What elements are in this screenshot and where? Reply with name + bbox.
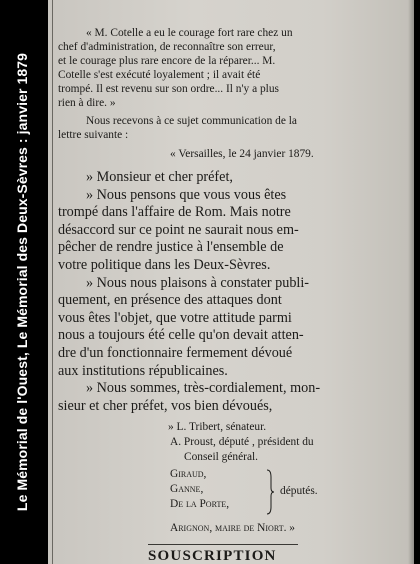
letter-line: désaccord sur ce point ne saurait nous em- [58,221,299,238]
letter-line: sieur et cher préfet, vos bien dévoués, [58,397,273,414]
signature-proust: A. Proust, député , président du [170,436,314,449]
letter-line: dre d'un fonctionnaire fermement dévoué [58,344,293,361]
signature-proust-cont: Conseil général. [184,451,259,464]
deputies-label: députés. [280,485,318,498]
paper-shadow [408,0,414,564]
deputies-group [58,467,404,521]
intro-paragraph [58,110,404,142]
quote-line: chef d'administration, de reconnaître son erreur, [58,41,276,53]
deputy-name: Ganne, [170,483,204,496]
next-section-heading: SOUSCRIPTION [148,548,277,564]
letter-line: quement, en présence des attaques dont [58,292,282,309]
deputy-name: Giraud, [170,468,207,481]
quote-line: et le courage plus rare encore de la réparer... M. [58,55,276,67]
newspaper-clipping [48,0,414,564]
letter-line: votre politique dans les Deux-Sèvres. [58,256,271,273]
brace-icon [266,469,274,515]
dateline: « Versailles, le 24 janvier 1879. [170,148,314,160]
quote-line: rien à dire. » [58,97,116,109]
source-caption: Le Mémorial de l'Ouest, Le Mémorial des Deux-Sèvres : janvier 1879 [14,52,30,512]
intro-line: lettre suivante : [58,129,129,141]
signature-tribert [58,420,404,435]
signatures [58,415,404,536]
letter-line: nous a toujours été celle qu'on devait atten- [58,327,304,344]
article-body [58,0,404,536]
letter-line: » Nous pensons que vous vous êtes [86,186,287,203]
salutation: » Monsieur et cher préfet, [86,169,233,185]
side-caption-band [0,0,44,564]
letter-line: vous êtes l'objet, que votre attitude parmi [58,309,292,326]
section-divider [148,544,298,545]
column-rule [52,0,53,564]
signature-tribert-text: » L. Tribert, sénateur. [168,421,267,434]
deputy-name: De la Porte, [170,498,230,511]
letter-body [58,161,404,415]
letter-line: » Nous nous plaisons à constater publi- [86,274,310,291]
intro-line: Nous recevons à ce sujet communication de la [86,115,297,127]
letter-line: aux institutions républicaines. [58,362,228,379]
deputies-names [170,467,229,512]
quote-line: « M. Cotelle a eu le courage fort rare chez un [86,27,293,39]
signature-arignon: Arignon, maire de Niort. » [170,522,295,535]
letter-line: trompé dans l'affaire de Rom. Mais notre [58,204,291,221]
letter-line: » Nous sommes, très-cordialement, mon- [86,380,321,397]
letter-line: pêcher de rendre justice à l'ensemble de [58,239,284,256]
quote-line: trompé. Il est revenu sur son ordre... Il n'y a plus [58,83,279,95]
quoted-passage [58,0,404,110]
quote-line: Cotelle s'est exécuté loyalement ; il avait été [58,69,261,81]
